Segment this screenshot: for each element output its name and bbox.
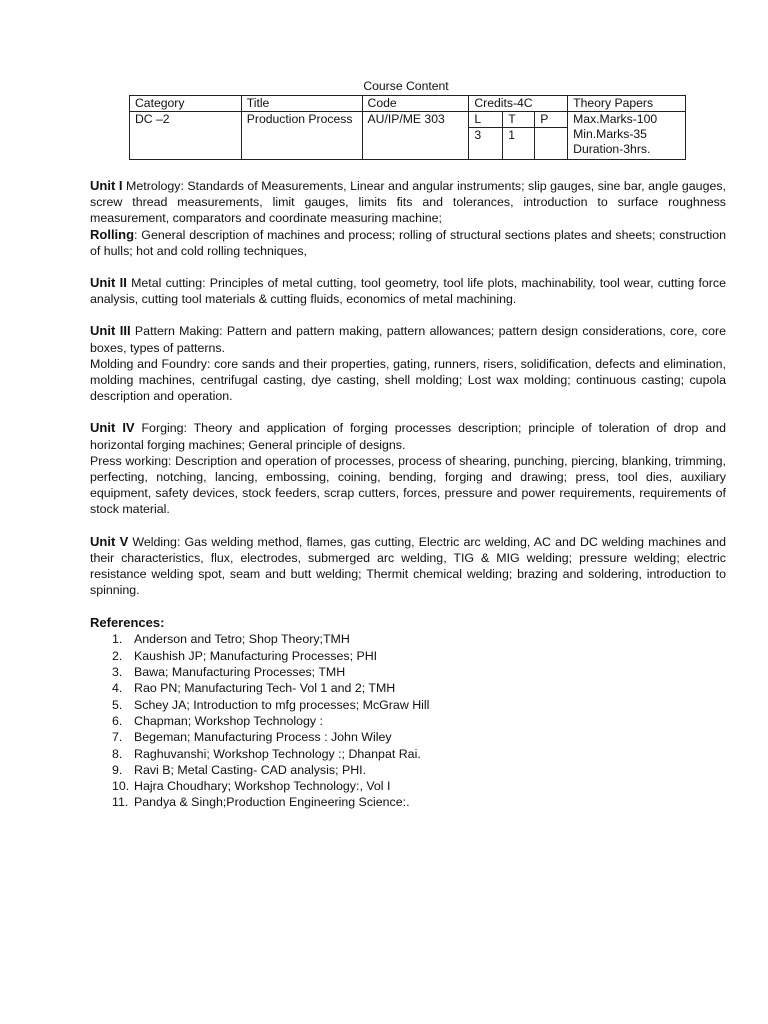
unit-4-text: Forging: Theory and application of forging processes description; principle of toleration of drop and horizontal forging machines; General principle of designs.	[90, 421, 726, 452]
unit-5-label: Unit V	[90, 533, 129, 549]
reference-text: Bawa; Manufacturing Processes; TMH	[134, 665, 346, 680]
reference-number: 6.	[112, 713, 123, 728]
unit-4-label: Unit IV	[90, 420, 135, 436]
unit-4-paragraph	[90, 420, 726, 452]
cell-theory-papers	[568, 112, 686, 160]
table-row	[130, 112, 686, 128]
reference-number: 3.	[112, 665, 123, 680]
reference-number: 10.	[112, 779, 130, 794]
reference-number: 9.	[112, 762, 123, 777]
reference-text: Kaushish JP; Manufacturing Processes; PHI	[134, 648, 378, 663]
min-marks: Min.Marks-35	[573, 127, 647, 141]
reference-text: Raghuvanshi; Workshop Technology :; Dhanpat Rai.	[134, 746, 421, 761]
reference-item	[112, 794, 726, 810]
unit-1-text: Metrology: Standards of Measurements, Linear and angular instruments; slip gauges, sine bar, angle gauges, screw thread measurements, limit gauges, limits fits and tolerances, introduction to surface roughness measurement, comparators and coordinate measuring machine;	[90, 179, 726, 226]
molding-paragraph: Molding and Foundry: core sands and their properties, gating, runners, risers, solidification, defects and elimination, molding machines, centrifugal casting, dye casting, shell molding; Lost wax molding; continuous casting; cupola description and operation.	[90, 356, 726, 404]
unit-2-paragraph	[90, 275, 726, 307]
reference-number: 7.	[112, 730, 123, 745]
reference-item	[112, 697, 726, 713]
reference-number: 5.	[112, 697, 123, 712]
rolling-paragraph	[90, 227, 726, 259]
reference-item	[112, 729, 726, 745]
unit-2-text: Metal cutting: Principles of metal cutting, tool geometry, tool life plots, machinability, tool wear, cutting force analysis, cutting tool materials & cutting fluids, economics of metal machining.	[90, 276, 726, 307]
unit-1-paragraph	[90, 178, 726, 227]
header-title: Title	[241, 96, 362, 112]
unit-5-paragraph	[90, 534, 726, 599]
course-table	[129, 95, 686, 160]
reference-item	[112, 648, 726, 664]
reference-text: Pandya & Singh;Production Engineering Science:.	[134, 795, 410, 810]
cell-l-value: 3	[469, 128, 503, 160]
unit-3-label: Unit III	[90, 323, 131, 339]
reference-number: 8.	[112, 746, 123, 761]
unit-5-text: Welding: Gas welding method, flames, gas cutting, Electric arc welding, AC and DC welding machines and their characteristics, flux, electrodes, submerged arc welding, TIG & MIG welding; pressure welding; electric resistance welding spot, seam and butt welding; Thermit chemical welding; brazing and soldering, introduction to spinning.	[90, 534, 726, 598]
reference-item	[112, 778, 726, 794]
press-working-paragraph: Press working: Description and operation of processes, process of shearing, punching, piercing, blanking, trimming, perfecting, notching, lancing, embossing, coining, bending, forging and drawing; press, tool dies, auxiliary equipment, safety devices, stock feeders, scrap cutters, forces, pressure and power requirements, requirements of stock material.	[90, 453, 726, 517]
reference-item	[112, 664, 726, 680]
syllabus-content	[90, 178, 726, 811]
reference-item	[112, 680, 726, 696]
duration: Duration-3hrs.	[573, 142, 651, 156]
reference-text: Rao PN; Manufacturing Tech- Vol 1 and 2; TMH	[134, 681, 396, 696]
reference-item	[112, 713, 726, 729]
reference-item	[112, 762, 726, 778]
unit-3-paragraph	[90, 323, 726, 355]
header-credits: Credits-4C	[469, 96, 568, 112]
reference-text: Anderson and Tetro; Shop Theory;TMH	[134, 632, 350, 647]
reference-item	[112, 631, 726, 647]
unit-1-label: Unit I	[90, 178, 123, 193]
reference-number: 2.	[112, 648, 123, 663]
cell-p-label: P	[535, 112, 568, 128]
reference-number: 11.	[112, 795, 129, 810]
header-category: Category	[130, 96, 242, 112]
table-caption: Course Content	[363, 79, 449, 93]
cell-t-label: T	[503, 112, 535, 128]
header-theory-papers: Theory Papers	[568, 96, 686, 112]
reference-text: Begeman; Manufacturing Process : John Wiley	[134, 730, 392, 745]
rolling-text: : General description of machines and process; rolling of structural sections plates and sheets; construction of hulls; hot and cold rolling techniques,	[90, 227, 726, 258]
unit-3-text: Pattern Making: Pattern and pattern making, pattern allowances; pattern design considerations, core, core boxes, types of patterns.	[90, 324, 726, 355]
references-list	[90, 631, 726, 810]
unit-2-label: Unit II	[90, 275, 127, 291]
cell-p-value	[535, 128, 568, 160]
cell-title: Production Process	[241, 112, 362, 160]
cell-category: DC –2	[130, 112, 242, 160]
reference-text: Ravi B; Metal Casting- CAD analysis; PHI.	[134, 762, 367, 777]
reference-number: 1.	[112, 632, 123, 647]
reference-text: Schey JA; Introduction to mfg processes; McGraw Hill	[134, 697, 430, 712]
reference-text: Hajra Choudhary; Workshop Technology:, Vol I	[134, 779, 391, 794]
reference-item	[112, 746, 726, 762]
reference-number: 4.	[112, 681, 123, 696]
cell-t-value: 1	[503, 128, 535, 160]
header-code: Code	[362, 96, 469, 112]
references-heading: References:	[90, 615, 165, 631]
table-header-row	[130, 96, 686, 112]
reference-text: Chapman; Workshop Technology :	[134, 713, 323, 728]
max-marks: Max.Marks-100	[573, 112, 658, 126]
cell-code: AU/IP/ME 303	[362, 112, 469, 160]
cell-l-label: L	[469, 112, 503, 128]
rolling-label: Rolling	[90, 226, 135, 242]
